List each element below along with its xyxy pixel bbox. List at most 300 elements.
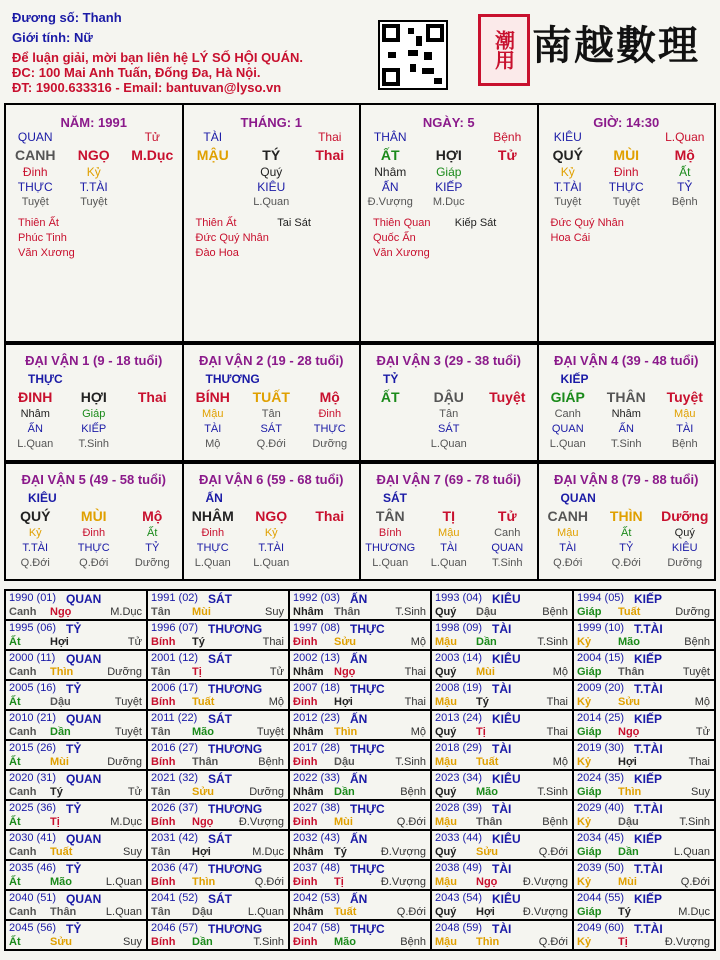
year-cell: [290, 891, 432, 921]
year-stage: Mộ: [552, 666, 568, 678]
dai-van-title: ĐẠI VẬN 8 (79 - 88 tuổi): [554, 472, 699, 487]
stem-branch: Thai: [137, 389, 167, 405]
year-cell: [290, 711, 432, 741]
year-cell: [290, 741, 432, 771]
hidden-stem: [478, 165, 537, 180]
year-god: T.TÀI: [634, 922, 663, 936]
year-god: T.TÀI: [634, 682, 663, 696]
year-stem: Nhâm: [293, 726, 324, 738]
hidden-god-row: [539, 541, 715, 556]
year-label: 2013 (24): [435, 712, 483, 724]
life-stage: Dưỡng: [312, 438, 348, 450]
year-branch: Tuất: [50, 846, 73, 858]
year-cell: [148, 621, 290, 651]
hidden-god: THỰC: [196, 542, 229, 554]
hidden-god: [301, 541, 360, 556]
year-stage: T.Sinh: [537, 636, 568, 648]
year-label: 1998 (09): [435, 622, 483, 634]
year-branch: Tuất: [618, 606, 641, 618]
year-cell: [574, 681, 716, 711]
stem-branch: GIÁP: [550, 389, 585, 405]
year-god: KIẾP: [634, 592, 663, 606]
year-label: 2022 (33): [293, 772, 341, 784]
hidden-stem: Ất: [147, 527, 158, 539]
star-name: [277, 231, 359, 246]
year-stem: Quý: [435, 786, 457, 798]
year-stem: Mậu: [435, 816, 457, 828]
hidden-god-row: [6, 422, 182, 437]
hidden-stem: [123, 407, 182, 422]
stem-branch: Tử: [497, 508, 517, 524]
year-stem: Quý: [435, 846, 457, 858]
year-stem: Ất: [9, 696, 21, 708]
year-god: TỶ: [66, 862, 82, 876]
year-cell: [6, 891, 148, 921]
year-cell: [148, 771, 290, 801]
hidden-god: TÀI: [204, 423, 222, 435]
year-stem: Canh: [9, 726, 37, 738]
star-name: [632, 216, 714, 231]
hidden-god-row: [361, 180, 537, 195]
life-stage: L.Quan: [253, 557, 290, 569]
ten-god-row: [184, 130, 360, 145]
year-branch: Hợi: [192, 846, 211, 858]
year-branch: Sửu: [618, 696, 641, 708]
life-stage: [123, 195, 182, 210]
hidden-stem-row: [184, 407, 360, 422]
year-cell: [6, 921, 148, 951]
year-label: 1997 (08): [293, 622, 341, 634]
year-label: 2002 (13): [293, 652, 341, 664]
year-cell: [6, 711, 148, 741]
stem-branch: NHÂM: [191, 508, 234, 524]
hidden-stem: Kỷ: [560, 165, 575, 179]
year-label: 2008 (19): [435, 682, 483, 694]
year-branch: Dậu: [334, 756, 355, 768]
year-god: KIẾP: [634, 772, 663, 786]
stem-branch: HỢI: [80, 389, 107, 405]
year-god: THỰC: [350, 802, 385, 816]
hidden-stem: [301, 526, 360, 541]
year-god: THƯƠNG: [208, 922, 263, 936]
stem-branch: TÝ: [262, 147, 281, 163]
hidden-stem: [361, 407, 420, 422]
ten-god: [420, 130, 479, 145]
year-cell: [574, 741, 716, 771]
year-god: ẤN: [350, 652, 368, 666]
year-branch: Tuất: [192, 696, 215, 708]
year-label: 1990 (01): [9, 592, 57, 604]
ten-god: QUAN: [17, 130, 53, 144]
stem-branch: Dưỡng: [661, 508, 709, 524]
star-row: [18, 231, 182, 246]
year-stage: L.Quan: [105, 906, 142, 918]
year-stem: Canh: [9, 906, 37, 918]
year-label: 2018 (29): [435, 742, 483, 754]
life-stage: Mộ: [205, 438, 221, 450]
year-cell: [574, 921, 716, 951]
year-stem: Nhâm: [293, 666, 324, 678]
year-cell: [432, 711, 574, 741]
dai-van-title: ĐẠI VẬN 5 (49 - 58 tuổi): [21, 472, 166, 487]
star-row: [373, 246, 537, 261]
life-stage: Dưỡng: [667, 557, 703, 569]
stem-branch: NGỌ: [77, 147, 110, 163]
year-stage: Thai: [262, 636, 284, 648]
year-stem: Tân: [151, 906, 171, 918]
year-cell: [6, 801, 148, 831]
hidden-god-row: [361, 541, 537, 556]
ten-god: Tử: [144, 130, 160, 144]
stem-branch-row: [539, 145, 715, 165]
star-row: [551, 216, 715, 231]
year-stage: Q.Đới: [538, 846, 568, 858]
life-stage-row: [6, 437, 182, 452]
life-stage-row: [539, 195, 715, 210]
hidden-stem: Kỷ: [86, 165, 101, 179]
hidden-god: THƯƠNG: [365, 542, 416, 554]
dai-van-god: TỶ: [383, 372, 399, 386]
life-stage-row: [361, 437, 537, 452]
ten-god: [65, 130, 124, 145]
year-stem: Kỷ: [577, 756, 592, 768]
stem-branch: Tử: [497, 147, 517, 163]
year-god: KIÊU: [492, 772, 521, 786]
year-label: 2011 (22): [151, 712, 198, 724]
year-stem: Giáp: [577, 666, 602, 678]
year-stem: Đinh: [293, 756, 318, 768]
hidden-god-row: [361, 422, 537, 437]
hidden-stem: Nhâm: [374, 165, 407, 179]
hidden-god: [123, 180, 182, 195]
hidden-stem: Mậu: [674, 408, 696, 420]
star-list: [184, 216, 360, 261]
year-cell: [148, 741, 290, 771]
star-name: [277, 246, 359, 261]
dai-van-god: THỰC: [28, 372, 63, 386]
year-branch: Thìn: [476, 936, 500, 948]
year-label: 2012 (23): [293, 712, 341, 724]
star-name: [100, 246, 182, 261]
star-name: Đức Quý Nhân: [550, 217, 624, 229]
year-branch: Ngọ: [192, 816, 214, 828]
year-stage: Suy: [691, 786, 710, 798]
year-stem: Bính: [151, 936, 176, 948]
pillar-title: GIỜ: 14:30: [593, 115, 660, 130]
year-cell: [574, 591, 716, 621]
year-stem: Mậu: [435, 696, 457, 708]
year-stage: Dưỡng: [675, 606, 710, 618]
life-stage: L.Quan: [253, 196, 290, 208]
dai-van-cell: [6, 464, 184, 581]
year-stage: M.Dục: [678, 906, 710, 918]
year-god: TÀI: [492, 622, 512, 636]
life-stage: Đ.Vượng: [367, 196, 413, 208]
star-name: Thiên Ất: [195, 217, 237, 229]
year-branch: Thân: [192, 756, 219, 768]
year-cell: [148, 591, 290, 621]
dai-van-god: ẤN: [205, 491, 223, 505]
year-branch: Mão: [192, 726, 214, 738]
hidden-stem: Mậu: [202, 408, 224, 420]
gender-line: Giới tính: Nữ: [12, 30, 93, 45]
life-stage: Bệnh: [671, 438, 698, 450]
star-name: Phúc Tinh: [18, 232, 67, 244]
year-god: KIÊU: [492, 832, 521, 846]
year-god: TÀI: [492, 922, 512, 936]
year-cell: [290, 831, 432, 861]
year-stage: Dưỡng: [107, 756, 142, 768]
year-stem: Giáp: [577, 846, 602, 858]
stem-branch-row: [6, 387, 182, 407]
year-stem: Tân: [151, 786, 171, 798]
hidden-stem: Quý: [260, 165, 283, 179]
year-god: THƯƠNG: [208, 742, 263, 756]
stem-branch-row: [539, 387, 715, 407]
year-label: 2019 (30): [577, 742, 625, 754]
year-stem: Kỷ: [577, 696, 592, 708]
year-branch: Thân: [476, 816, 503, 828]
life-stage: L.Quan: [549, 438, 586, 450]
year-branch: Tị: [50, 816, 60, 828]
hidden-stem: [123, 165, 182, 180]
star-name: [632, 231, 714, 246]
year-cell: [432, 921, 574, 951]
stem-branch: Mộ: [319, 389, 340, 405]
year-god: THƯƠNG: [208, 862, 263, 876]
year-branch: Thìn: [618, 786, 642, 798]
year-cell: [574, 771, 716, 801]
hidden-god: T.TÀI: [258, 542, 285, 554]
year-cell: [148, 801, 290, 831]
year-label: 2028 (39): [435, 802, 483, 814]
stem-branch: QUÝ: [20, 508, 51, 524]
life-stage: L.Quan: [372, 557, 409, 569]
year-cell: [574, 711, 716, 741]
hidden-god-row: [539, 180, 715, 195]
year-cell: [290, 591, 432, 621]
year-god: ẤN: [350, 832, 368, 846]
life-stage: [301, 556, 360, 571]
year-branch: Tị: [618, 936, 628, 948]
hidden-god-row: [539, 422, 715, 437]
year-branch: Hợi: [50, 636, 69, 648]
life-stage: Q.Đới: [79, 557, 109, 569]
year-label: 2038 (49): [435, 862, 483, 874]
year-label: 2015 (26): [9, 742, 57, 754]
star-name: [100, 216, 182, 231]
year-cell: [290, 621, 432, 651]
year-stage: Suy: [123, 936, 142, 948]
year-stage: Q.Đới: [680, 876, 710, 888]
year-stem: Quý: [435, 666, 457, 678]
pillar-title: NGÀY: 5: [422, 115, 475, 130]
star-row: [18, 246, 182, 261]
life-stage: [361, 437, 420, 452]
hidden-stem: Kỷ: [264, 527, 278, 539]
star-name: Tai Sát: [277, 217, 311, 229]
year-god: SÁT: [208, 592, 232, 606]
year-stage: Mộ: [694, 696, 710, 708]
year-branch: Mão: [618, 636, 640, 648]
year-stage: Đ.Vượng: [238, 816, 284, 828]
hidden-stem: Đinh: [22, 165, 48, 179]
hidden-god: [301, 180, 360, 195]
stem-branch-row: [6, 506, 182, 526]
year-cell: [6, 741, 148, 771]
brand-logo: 南越數理: [532, 22, 700, 69]
year-label: 2025 (36): [9, 802, 57, 814]
year-stem: Nhâm: [293, 846, 324, 858]
year-god: KIÊU: [492, 892, 521, 906]
dai-van-title: ĐẠI VẬN 2 (19 - 28 tuổi): [199, 353, 344, 368]
hidden-stem: Canh: [494, 527, 521, 539]
stem-branch-row: [184, 506, 360, 526]
year-stem: Canh: [9, 606, 37, 618]
year-cell: [148, 831, 290, 861]
year-stem: Tân: [151, 666, 171, 678]
year-stem: Ất: [9, 816, 21, 828]
year-label: 2031 (42): [151, 832, 199, 844]
year-cell: [290, 771, 432, 801]
year-label: 1992 (03): [293, 592, 341, 604]
year-stem: Quý: [435, 606, 457, 618]
ten-god: KIÊU: [553, 130, 582, 144]
year-cell: [290, 651, 432, 681]
year-god: KIẾP: [634, 892, 663, 906]
year-stem: Ất: [9, 936, 21, 948]
pillar-cell: [6, 105, 184, 343]
star-list: [539, 216, 715, 246]
year-cell: [6, 771, 148, 801]
hidden-god: TÀI: [559, 542, 577, 554]
year-branch: Tị: [192, 666, 202, 678]
year-stem: Đinh: [293, 696, 318, 708]
year-label: 1991 (02): [151, 592, 199, 604]
year-label: 2045 (56): [9, 922, 57, 934]
year-cell: [6, 621, 148, 651]
year-branch: Sửu: [192, 786, 215, 798]
year-label: 2034 (45): [577, 832, 625, 844]
year-stage: Đ.Vượng: [522, 906, 568, 918]
year-stem: Giáp: [577, 606, 602, 618]
ten-god: [597, 130, 656, 145]
stem-branch: TỊ: [442, 508, 455, 524]
stem-branch: Thai: [315, 147, 345, 163]
year-stage: T.Sinh: [537, 786, 568, 798]
star-row: [196, 216, 360, 231]
pillar-title: THÁNG: 1: [240, 115, 302, 130]
year-cell: [432, 801, 574, 831]
hidden-god: T.TÀI: [553, 180, 582, 194]
life-stage: Q.Đới: [256, 438, 286, 450]
year-branch: Dần: [192, 936, 213, 948]
year-stage: Bệnh: [542, 816, 568, 828]
year-branch: Tý: [192, 636, 205, 648]
hidden-stem: Ất: [679, 165, 691, 179]
year-cell: [148, 681, 290, 711]
stem-branch-row: [361, 506, 537, 526]
life-stage: T.Sinh: [610, 438, 642, 450]
year-cell: [574, 801, 716, 831]
year-cell: [6, 861, 148, 891]
year-branch: Dần: [50, 726, 71, 738]
dai-van-god: QUAN: [560, 491, 596, 505]
hidden-god: TỶ: [677, 180, 693, 194]
year-stage: Đ.Vượng: [664, 936, 710, 948]
year-cell: [574, 891, 716, 921]
year-stem: Mậu: [435, 756, 457, 768]
year-god: SÁT: [208, 652, 232, 666]
year-stage: T.Sinh: [679, 816, 710, 828]
year-cell: [432, 681, 574, 711]
year-label: 2035 (46): [9, 862, 57, 874]
star-name: [455, 231, 537, 246]
year-label: 2026 (37): [151, 802, 199, 814]
year-cell: [432, 891, 574, 921]
hidden-god-row: [6, 180, 182, 195]
hidden-stem-row: [184, 165, 360, 180]
dai-van-title: ĐẠI VẬN 6 (59 - 68 tuổi): [199, 472, 344, 487]
hidden-stem-row: [184, 526, 360, 541]
year-stage: Bệnh: [400, 936, 426, 948]
year-branch: Tị: [334, 876, 344, 888]
star-name: Kiếp Sát: [454, 217, 497, 229]
year-stage: Mộ: [410, 636, 426, 648]
dai-van-cell: [184, 345, 362, 462]
stem-branch: Mộ: [674, 147, 695, 163]
year-branch: Tuất: [476, 756, 499, 768]
dai-van-title: ĐẠI VẬN 4 (39 - 48 tuổi): [554, 353, 699, 368]
year-branch: Dậu: [50, 696, 71, 708]
year-label: 2005 (16): [9, 682, 57, 694]
life-stage: [478, 437, 537, 452]
hidden-god: [478, 180, 537, 195]
year-branch: Tý: [334, 846, 347, 858]
year-label: 2027 (38): [293, 802, 341, 814]
star-name: Văn Xương: [18, 247, 75, 259]
year-branch: Ngọ: [50, 606, 72, 618]
life-stage: L.Quan: [430, 438, 467, 450]
year-branch: Mão: [476, 786, 498, 798]
hidden-stem: [301, 165, 360, 180]
life-stage-row: [361, 195, 537, 210]
year-cell: [290, 861, 432, 891]
year-god: QUAN: [66, 592, 102, 606]
dai-van-cell: [361, 464, 539, 581]
stem-branch: Tuyệt: [489, 389, 526, 405]
year-stem: Đinh: [293, 936, 318, 948]
dai-van-title: ĐẠI VẬN 3 (29 - 38 tuổi): [376, 353, 521, 368]
year-stage: Mộ: [268, 696, 284, 708]
hidden-stem: Giáp: [82, 408, 106, 420]
dai-van-row-2: [4, 462, 716, 581]
year-label: 2032 (43): [293, 832, 341, 844]
year-god: THỰC: [350, 742, 385, 756]
year-god: SÁT: [208, 772, 232, 786]
hidden-stem-row: [361, 165, 537, 180]
year-god: TỶ: [66, 682, 82, 696]
life-stage: L.Quan: [430, 557, 467, 569]
stem-branch: THÂN: [606, 389, 646, 405]
year-god: T.TÀI: [634, 742, 663, 756]
year-stem: Bính: [151, 636, 176, 648]
star-name: Văn Xương: [373, 247, 430, 259]
ten-god-row: [539, 130, 715, 145]
hidden-god: TỶ: [619, 542, 634, 554]
year-label: 1995 (06): [9, 622, 57, 634]
life-stage: T.Sinh: [491, 557, 523, 569]
